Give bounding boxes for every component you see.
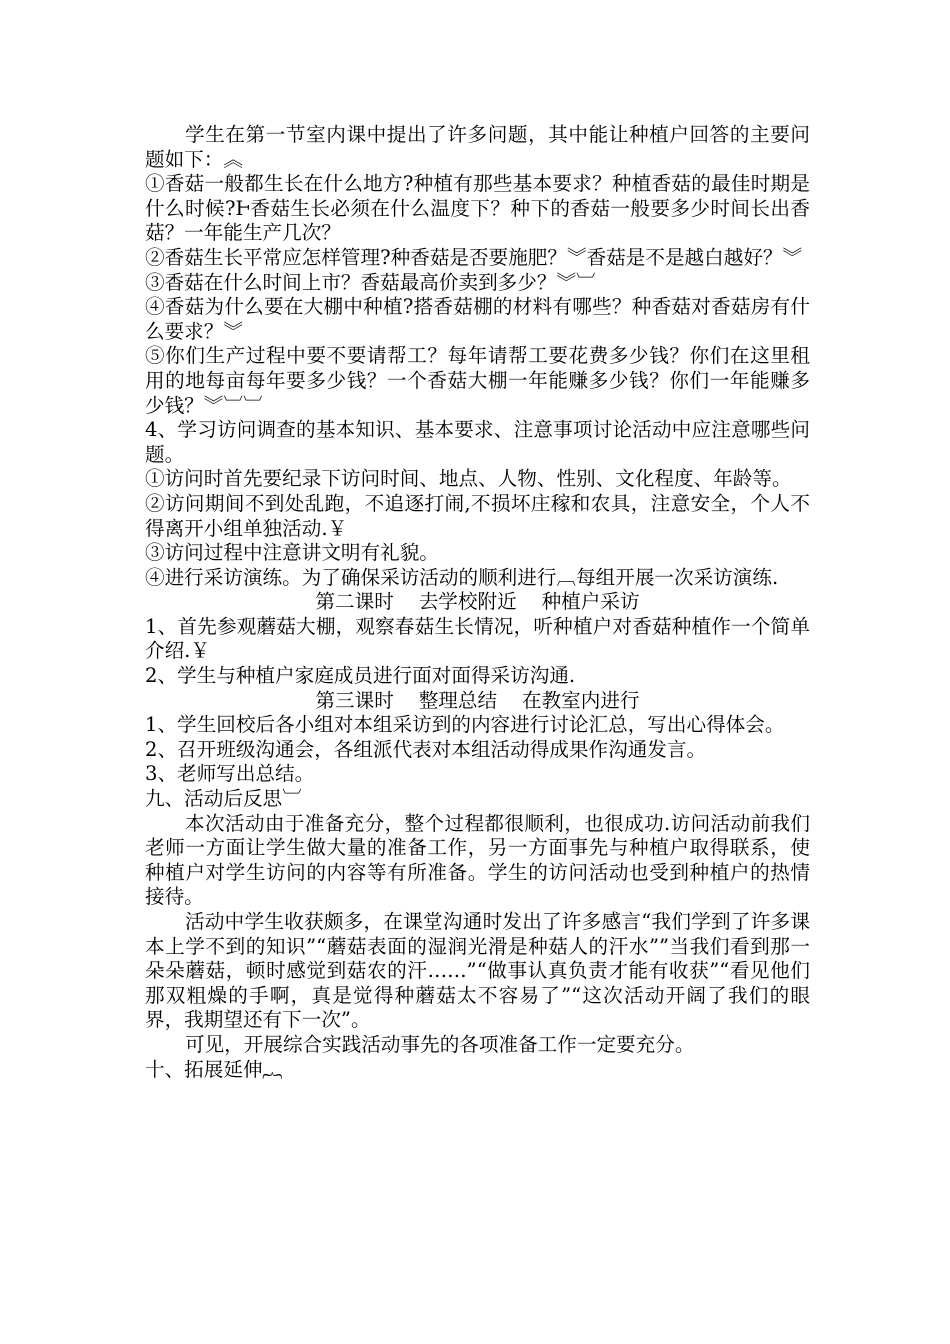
lesson-3-step-2: 2、召开班级沟通会，各组派代表对本组活动得成果作沟通发言。 <box>145 737 707 761</box>
question-4: ④香菇为什么要在大棚中种植?搭香菇棚的材料有哪些？种香菇对香菇房有什么要求？︾ <box>145 295 810 343</box>
reflection-paragraph-1: 本次活动由于准备充分，整个过程都很顺利，也很成功.访问活动前我们老师一方面让学生做大量的准备工作，另一方面事先与种植户取得联系，使种植户对学生访问的内容等有所准备。学生的访问活动也受到种植户的热情接待。 <box>145 811 810 909</box>
lesson-3-step-1: 1、学生回校后各小组对本组采访到的内容进行讨论汇总，写出心得体会。 <box>145 713 785 737</box>
question-1: ①香菇一般都生长在什么地方?种植有那些基本要求？种植香菇的最佳时期是什么时候?Ⱶ香菇生长必须在什么温度下？种下的香菇一般要多少时间长出香菇？一年能生产几次？ <box>145 172 810 245</box>
lesson-2-heading: 第二课时 去学校附近 种植户采访 <box>315 590 640 614</box>
intro-paragraph: 学生在第一节室内课中提出了许多问题，其中能让种植户回答的主要问题如下：︽ <box>145 123 810 171</box>
rule-2: ②访问期间不到处乱跑，不追逐打闹,不损坏庄稼和农具，注意安全，个人不得离开小组单独活动.￥ <box>145 491 810 540</box>
rule-3: ③访问过程中注意讲文明有礼貌。 <box>145 541 439 565</box>
section-4-title: 4、学习访问调查的基本知识、基本要求、注意事项讨论活动中应注意哪些问题。 <box>145 418 810 466</box>
rule-1: ①访问时首先要纪录下访问时间、地点、人物、性别、文化程度、年龄等。 <box>145 467 792 491</box>
lesson-3-heading: 第三课时 整理总结 在教室内进行 <box>315 688 640 712</box>
lesson-2-step-2: 2、学生与种植户家庭成员进行面对面得采访沟通. <box>145 664 576 688</box>
section-10-title: 十、拓展延伸︷ <box>145 1057 283 1081</box>
reflection-paragraph-2: 活动中学生收获颇多，在课堂沟通时发出了许多感言“我们学到了许多课本上学不到的知识”“蘑菇表面的湿润光滑是种菇人的汗水””当我们看到那一朵朵蘑菇，顿时感觉到菇农的汗……”“做事认真负责才能有收获”“看见他们那双粗燥的手啊，真是觉得种蘑菇太不容易了”“这次活动开阔了我们的眼界，我期望还有下一次”。 <box>145 910 810 1032</box>
lesson-3-step-3: 3、老师写出总结。 <box>145 762 315 786</box>
document-page <box>145 123 810 1082</box>
reflection-paragraph-3: 可见，开展综合实践活动事先的各项准备工作一定要充分。 <box>185 1032 695 1056</box>
rule-4: ④进行采访演练。为了确保采访活动的顺利进行︹每组开展一次采访演练. <box>145 565 779 589</box>
question-2: ②香菇生长平常应怎样管理?种香菇是否要施肥？︾香菇是不是越白越好？︾ <box>145 245 803 269</box>
question-3: ③香菇在什么时间上市？香菇最高价卖到多少？︾︺ <box>145 270 596 294</box>
lesson-2-step-1: 1、首先参观蘑菇大棚，观察春菇生长情况，听种植户对香菇种植作一个简单介绍.￥ <box>145 614 810 663</box>
section-9-title: 九、活动后反思︺ <box>145 787 302 811</box>
question-5: ⑤你们生产过程中要不要请帮工？每年请帮工要花费多少钱？你们在这里租用的地每亩每年要多少钱？一个香菇大棚一年能赚多少钱？你们一年能赚多少钱？︾︺︺ <box>145 344 810 417</box>
